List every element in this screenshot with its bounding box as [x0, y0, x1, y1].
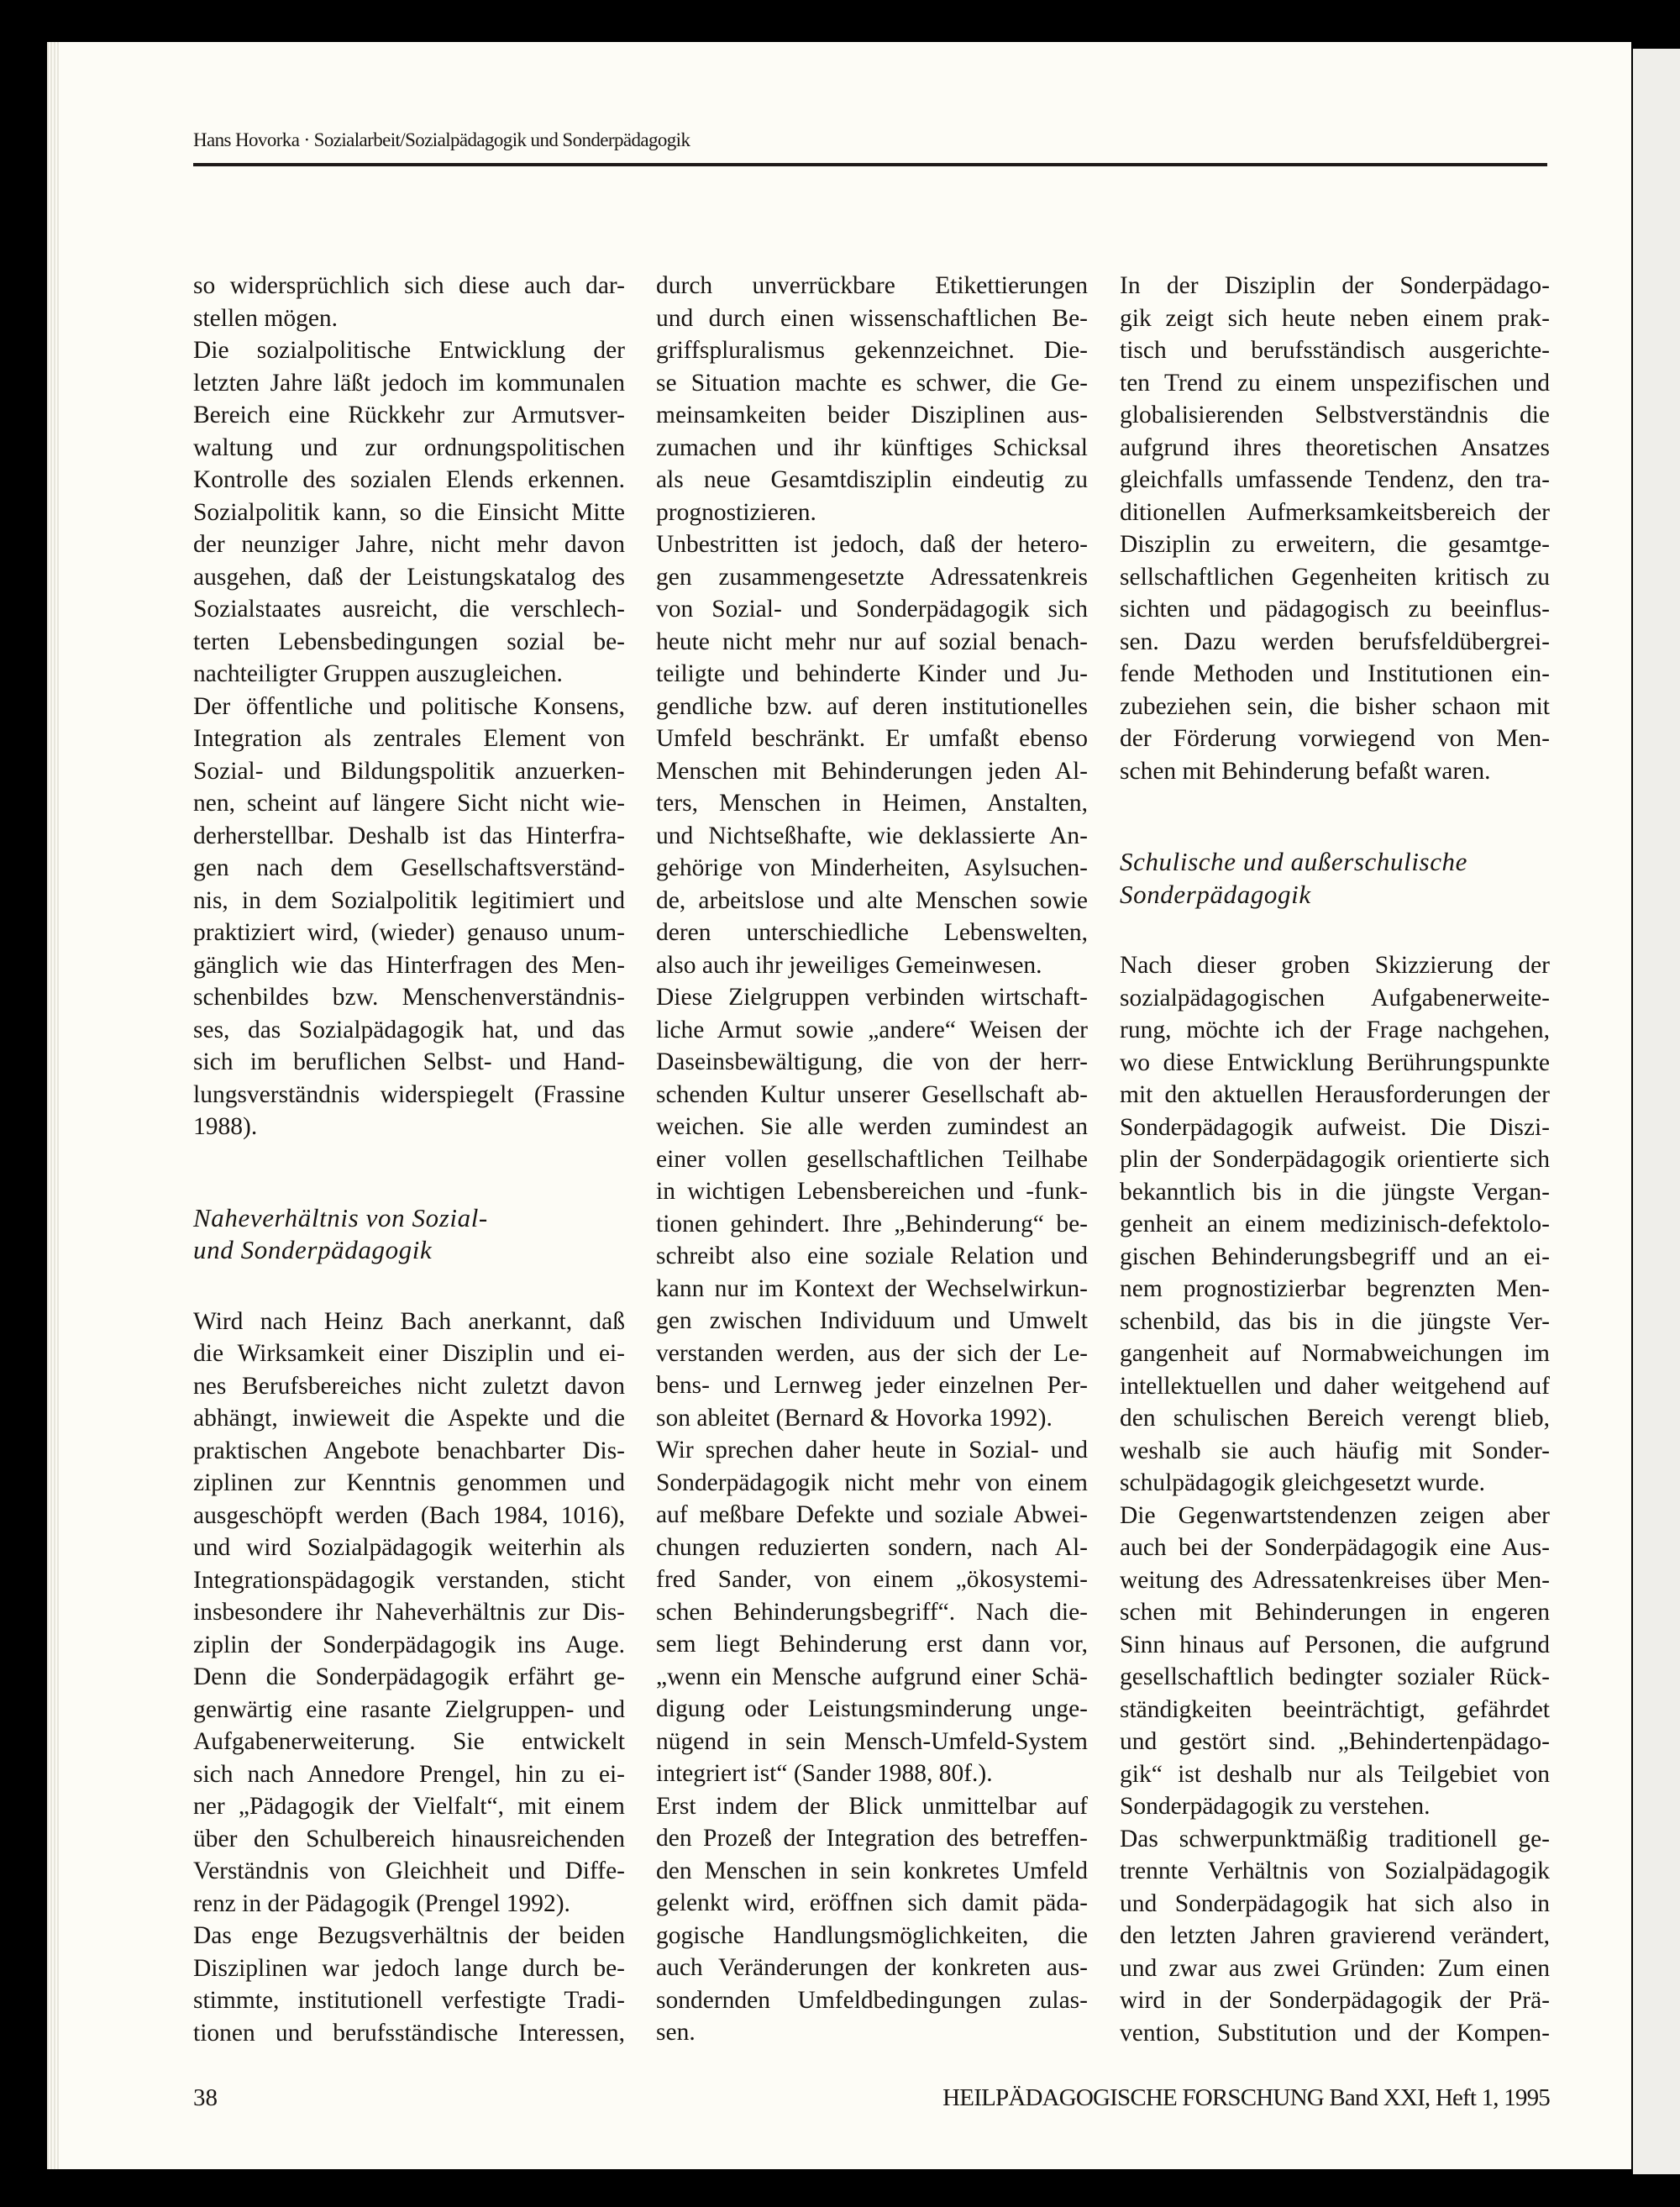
text-line: Naheverhältnis von Sozial-: [193, 1202, 488, 1232]
text-line: Das enge Bezugsverhältnis der beiden: [193, 1922, 625, 1949]
paragraph: [193, 334, 625, 691]
text-line: Sonderpädagogik nicht mehr von einem: [656, 1469, 1088, 1496]
text-line: so widersprüchlich sich diese auch dar-: [193, 272, 625, 299]
text-line: sem liegt Behinderung erst dann vor,: [656, 1631, 1088, 1658]
text-line: schen mit Behinderung befaßt waren.: [1120, 757, 1491, 785]
text-line: ters, Menschen in Heimen, Anstalten,: [656, 790, 1088, 817]
text-line: genwärtig eine rasante Zielgruppen- und: [193, 1695, 625, 1723]
text-line: sen. Dazu werden berufsfeldübergrei-: [1120, 628, 1550, 655]
paragraph: [1120, 1500, 1550, 1823]
text-line: Aufgabenerweiterung. Sie entwickelt: [193, 1728, 625, 1755]
text-line: Sonderpädagogik: [1120, 879, 1311, 909]
page-number: 38: [193, 2084, 218, 2111]
paragraph: [193, 270, 625, 334]
text-line: der Förderung vorwiegend von Men-: [1120, 725, 1550, 752]
text-line: „wenn ein Mensche aufgrund einer Schä-: [656, 1663, 1088, 1690]
text-line: und zwar aus zwei Gründen: Zum einen: [1120, 1954, 1550, 1982]
text-line: intellektuellen und daher weitgehend auf: [1120, 1372, 1550, 1400]
paragraph: [656, 1434, 1088, 1790]
text-line: kann nur im Kontext der Wechselwirkun-: [656, 1274, 1088, 1302]
text-line: gelenkt wird, eröffnen sich damit päda-: [656, 1889, 1088, 1916]
text-line: Das schwerpunktmäßig traditionell ge-: [1120, 1825, 1550, 1852]
adjacent-page-strip: [1633, 49, 1680, 2174]
text-line: Kontrolle des sozialen Elends erkennen.: [193, 466, 625, 493]
text-line: und gestört sind. „Behindertenpädago-: [1120, 1728, 1550, 1755]
text-line: Sinn hinaus auf Personen, die aufgrund: [1120, 1631, 1550, 1658]
text-line: bekanntlich bis in die jüngste Vergan-: [1120, 1178, 1550, 1206]
text-line: Diese Zielgruppen verbinden wirtschaft-: [656, 984, 1088, 1011]
text-line: Schulische und außerschulische: [1120, 847, 1468, 876]
text-line: von Sozial- und Sonderpädagogik sich: [656, 596, 1088, 623]
paragraph: [193, 1306, 625, 1921]
text-line: abhängt, inwieweit die Aspekte und die: [193, 1405, 625, 1432]
text-line: gänglich wie das Hinterfragen des Men-: [193, 951, 625, 979]
text-line: schen Behinderungsbegriff“. Nach die-: [656, 1598, 1088, 1626]
text-line: gesellschaftlich bedingter sozialer Rück-: [1120, 1663, 1550, 1690]
text-line: gen zusammengesetzte Adressatenkreis: [656, 563, 1088, 591]
text-line: Sozialpolitik kann, so die Einsicht Mitte: [193, 498, 625, 526]
text-line: schenbildes bzw. Menschenverständnis-: [193, 984, 625, 1011]
text-line: Die sozialpolitische Entwicklung der: [193, 337, 625, 364]
section-heading: [1120, 846, 1550, 911]
running-head: Hans Hovorka · Sozialarbeit/Sozialpädagogik und Sonderpädagogik: [193, 129, 690, 150]
text-line: Disziplinen war jedoch lange durch be-: [193, 1954, 625, 1982]
text-line: digung oder Leistungsminderung unge-: [656, 1695, 1088, 1722]
text-line: schulpädagogik gleichgesetzt wurde.: [1120, 1469, 1485, 1496]
text-line: den letzten Jahren gravierend verändert,: [1120, 1922, 1550, 1949]
text-line: zumachen und ihr künftiges Schicksal: [656, 434, 1088, 461]
text-line: sozialpädagogischen Aufgabenerweite-: [1120, 984, 1550, 1012]
text-line: Menschen mit Behinderungen jeden Al-: [656, 757, 1088, 785]
text-line: globalisierenden Selbstverständnis die: [1120, 402, 1550, 428]
text-line: Sonderpädagogik zu verstehen.: [1120, 1793, 1431, 1820]
text-line: auf meßbare Defekte und soziale Abwei-: [656, 1501, 1088, 1528]
text-line: einer vollen gesellschaftlichen Teilhabe: [656, 1145, 1088, 1173]
text-line: mit den aktuellen Herausforderungen der: [1120, 1081, 1550, 1108]
text-line: Umfeld beschränkt. Er umfaßt ebenso: [656, 725, 1088, 752]
paragraph: [656, 270, 1088, 528]
text-line: Integration als zentrales Element von: [193, 725, 625, 752]
text-line: den Menschen in sein konkretes Umfeld: [656, 1857, 1088, 1884]
text-line: nes Berufsbereiches nicht zuletzt davon: [193, 1372, 625, 1400]
text-column-1: [193, 270, 625, 2049]
text-line: chungen reduzierten sondern, nach Al-: [656, 1533, 1088, 1561]
text-line: letzten Jahre läßt jedoch im kommunalen: [193, 369, 625, 397]
text-line: gehörige von Minderheiten, Asylsuchen-: [656, 854, 1088, 881]
paragraph: [1120, 1823, 1550, 2050]
text-line: weitung des Adressatenkreises über Men-: [1120, 1566, 1550, 1594]
page-stack-edge: [47, 42, 59, 2169]
text-line: genheit an einem medizinisch-defektolo-: [1120, 1211, 1550, 1237]
text-line: liche Armut sowie „andere“ Weisen der: [656, 1016, 1088, 1043]
paragraph: [656, 981, 1088, 1434]
text-line: und Nichtseßhafte, wie deklassierte An-: [656, 822, 1088, 849]
text-line: weichen. Sie alle werden zumindest an: [656, 1113, 1088, 1140]
paragraph: [193, 691, 625, 1143]
text-line: die Wirksamkeit einer Disziplin und ei-: [193, 1340, 625, 1367]
text-line: teiligte und behinderte Kinder und Ju-: [656, 660, 1088, 687]
journal-citation: HEILPÄDAGOGISCHE FORSCHUNG Band XXI, Heft 1, 1995: [942, 2084, 1550, 2111]
text-line: plin der Sonderpädagogik orientierte sich: [1120, 1146, 1550, 1173]
text-line: und Sonderpädagogik: [193, 1235, 433, 1264]
text-line: In der Disziplin der Sonderpädago-: [1120, 272, 1550, 299]
text-line: ten Trend zu einem unspezifischen und: [1120, 369, 1550, 397]
text-line: trennte Verhältnis von Sozialpädagogik: [1120, 1858, 1550, 1884]
text-line: derherstellbar. Deshalb ist das Hinterfra-: [193, 822, 625, 849]
text-line: schenden Kultur unserer Gesellschaft ab-: [656, 1080, 1088, 1108]
text-line: verstanden werden, aus der sich der Le-: [656, 1339, 1088, 1367]
text-line: stellen mögen.: [193, 304, 339, 332]
text-line: Integrationspädagogik verstanden, sticht: [193, 1566, 625, 1594]
text-line: ner „Pädagogik der Vielfalt“, mit einem: [193, 1793, 625, 1820]
text-line: den Prozeß der Integration des betreffen-: [656, 1825, 1088, 1852]
text-line: gleichfalls umfassende Tendenz, den tra-: [1120, 466, 1550, 493]
text-line: gik“ ist deshalb nur als Teilgebiet von: [1120, 1760, 1550, 1788]
text-line: ständigkeiten beeinträchtigt, gefährdet: [1120, 1695, 1550, 1723]
text-line: wo diese Entwicklung Berührungspunkte: [1120, 1048, 1550, 1076]
text-line: also auch ihr jeweiliges Gemeinwesen.: [656, 951, 1042, 979]
text-line: der neunziger Jahre, nicht mehr davon: [193, 531, 625, 558]
text-line: sich nach Annedore Prengel, hin zu ei-: [193, 1760, 625, 1788]
text-line: gogische Handlungsmöglichkeiten, die: [656, 1921, 1088, 1949]
text-line: schenbild, das bis in die jüngste Ver-: [1120, 1307, 1550, 1335]
section-heading: [193, 1202, 625, 1267]
text-line: insbesondere ihr Naheverhältnis zur Dis-: [193, 1599, 625, 1626]
text-line: se Situation machte es schwer, die Ge-: [656, 369, 1088, 397]
text-line: zubeziehen sein, die bisher schaon mit: [1120, 692, 1550, 720]
text-line: prognostizieren.: [656, 498, 816, 526]
text-column-3: [1120, 270, 1550, 2049]
text-column-2: [656, 270, 1088, 2049]
text-line: den schulischen Bereich verengt blieb,: [1120, 1405, 1550, 1432]
text-line: und Sonderpädagogik hat sich also in: [1120, 1889, 1550, 1917]
paragraph: [1120, 270, 1550, 787]
text-line: Nach dieser groben Skizzierung der: [1120, 952, 1550, 979]
text-line: lungsverständnis widerspiegelt (Frassine: [193, 1080, 625, 1108]
text-line: sellschaftlichen Gegenheiten kritisch zu: [1120, 563, 1550, 591]
text-line: 1988).: [193, 1113, 258, 1140]
text-line: praktiziert wird, (wieder) genauso unum-: [193, 919, 625, 946]
text-line: Sozialstaates ausreicht, die verschlech-: [193, 596, 625, 623]
text-line: tionen gehindert. Ihre „Behinderung“ be-: [656, 1210, 1088, 1237]
text-line: Die Gegenwartstendenzen zeigen aber: [1120, 1501, 1550, 1529]
text-line: ausgehen, daß der Leistungskatalog des: [193, 563, 625, 591]
text-line: ziplin der Sonderpädagogik ins Auge.: [193, 1631, 625, 1658]
text-line: waltung und zur ordnungspolitischen: [193, 434, 625, 461]
text-line: tisch und berufsständisch ausgerichte-: [1120, 337, 1550, 364]
text-line: Sonderpädagogik aufweist. Die Diszi-: [1120, 1113, 1550, 1141]
paragraph: [1120, 949, 1550, 1500]
text-line: vention, Substitution und der Kompen-: [1120, 2019, 1550, 2047]
text-line: meinsamkeiten beider Disziplinen aus-: [656, 402, 1088, 428]
text-line: gangenheit auf Normabweichungen im: [1120, 1340, 1550, 1367]
text-line: Unbestritten ist jedoch, daß der hetero-: [656, 531, 1088, 558]
paragraph: [656, 528, 1088, 981]
text-line: ses, das Sozialpädagogik hat, und das: [193, 1016, 625, 1043]
text-line: Disziplin zu erweitern, die gesamtge-: [1120, 531, 1550, 558]
text-line: sondernden Umfeldbedingungen zulas-: [656, 1986, 1088, 2014]
text-line: schreibt also eine soziale Relation und: [656, 1243, 1088, 1269]
text-line: schen mit Behinderungen in engeren: [1120, 1599, 1550, 1626]
text-line: sen.: [656, 2019, 696, 2046]
text-line: über den Schulbereich hinausreichenden: [193, 1825, 625, 1852]
text-line: nachteiligter Gruppen auszugleichen.: [193, 660, 563, 687]
text-line: und durch einen wissenschaftlichen Be-: [656, 304, 1088, 332]
paragraph: [656, 1790, 1088, 2049]
text-line: Erst indem der Blick unmittelbar auf: [656, 1792, 1088, 1820]
text-line: und wird Sozialpädagogik weiterhin als: [193, 1534, 625, 1561]
header-rule: [193, 163, 1547, 166]
text-line: stimmte, institutionell verfestigte Tradi-: [193, 1987, 625, 2014]
text-line: wird in der Sonderpädagogik der Prä-: [1120, 1987, 1550, 2014]
text-line: sichten und pädagogisch zu beeinflus-: [1120, 596, 1550, 623]
text-line: Verständnis von Gleichheit und Diffe-: [193, 1858, 625, 1884]
text-line: nis, in dem Sozialpolitik legitimiert und: [193, 886, 625, 914]
text-line: rung, möchte ich der Frage nachgehen,: [1120, 1017, 1550, 1043]
text-line: durch unverrückbare Etikettierungen: [656, 272, 1088, 299]
text-line: bens- und Lernweg jeder einzelnen Per-: [656, 1372, 1088, 1399]
text-line: ausgeschöpft werden (Bach 1984, 1016),: [193, 1501, 625, 1529]
text-line: ziplinen zur Kenntnis genommen und: [193, 1469, 625, 1496]
text-line: gendliche bzw. auf deren institutionelles: [656, 692, 1088, 720]
text-line: Bereich eine Rückkehr zur Armutsver-: [193, 402, 625, 428]
text-line: auch bei der Sonderpädagogik eine Aus-: [1120, 1534, 1550, 1561]
text-line: Wir sprechen daher heute in Sozial- und: [656, 1437, 1088, 1463]
text-line: Daseinsbewältigung, die von der herr-: [656, 1048, 1088, 1075]
text-line: terten Lebensbedingungen sozial be-: [193, 628, 625, 655]
text-line: tionen und berufsständische Interessen,: [193, 2019, 625, 2047]
text-line: Wird nach Heinz Bach anerkannt, daß: [193, 1307, 625, 1335]
text-line: gik zeigt sich heute neben einem prak-: [1120, 304, 1550, 332]
text-line: ditionellen Aufmerksamkeitsbereich der: [1120, 498, 1550, 526]
text-line: aufgrund ihres theoretischen Ansatzes: [1120, 434, 1550, 461]
text-line: son ableitet (Bernard & Hovorka 1992).: [656, 1404, 1053, 1432]
text-line: als neue Gesamtdisziplin eindeutig zu: [656, 466, 1088, 493]
text-line: heute nicht mehr nur auf sozial benach-: [656, 628, 1088, 655]
text-line: auch Veränderungen der konkreten aus-: [656, 1954, 1088, 1981]
text-line: gen nach dem Gesellschaftsverständ-: [193, 854, 625, 881]
text-line: gen zwischen Individuum und Umwelt: [656, 1307, 1088, 1334]
text-line: deren unterschiedliche Lebenswelten,: [656, 919, 1088, 946]
text-line: Der öffentliche und politische Konsens,: [193, 692, 625, 720]
text-line: Denn die Sonderpädagogik erfährt ge-: [193, 1663, 625, 1690]
text-line: nen, scheint auf längere Sicht nicht wie-: [193, 790, 625, 817]
text-line: sich im beruflichen Selbst- und Hand-: [193, 1048, 625, 1075]
text-line: fende Methoden und Institutionen ein-: [1120, 660, 1550, 687]
text-line: integriert ist“ (Sander 1988, 80f.).: [656, 1760, 993, 1787]
text-line: nügend in sein Mensch-Umfeld-System: [656, 1727, 1088, 1755]
text-line: renz in der Pädagogik (Prengel 1992).: [193, 1889, 570, 1917]
text-line: Sozial- und Bildungspolitik anzuerken-: [193, 757, 625, 785]
text-line: de, arbeitslose und alte Menschen sowie: [656, 886, 1088, 914]
text-line: in wichtigen Lebensbereichen und -funk-: [656, 1178, 1088, 1205]
text-line: fred Sander, von einem „ökosystemi-: [656, 1566, 1088, 1593]
text-line: griffspluralismus gekennzeichnet. Die-: [656, 337, 1088, 364]
text-line: nem prognostizierbar begrenzten Men-: [1120, 1275, 1550, 1302]
paragraph: [193, 1920, 625, 2049]
text-line: weshalb sie auch häufig mit Sonder-: [1120, 1437, 1550, 1464]
text-line: gischen Behinderungsbegriff und an ei-: [1120, 1243, 1550, 1270]
text-line: praktischen Angebote benachbarter Dis-: [193, 1437, 625, 1464]
